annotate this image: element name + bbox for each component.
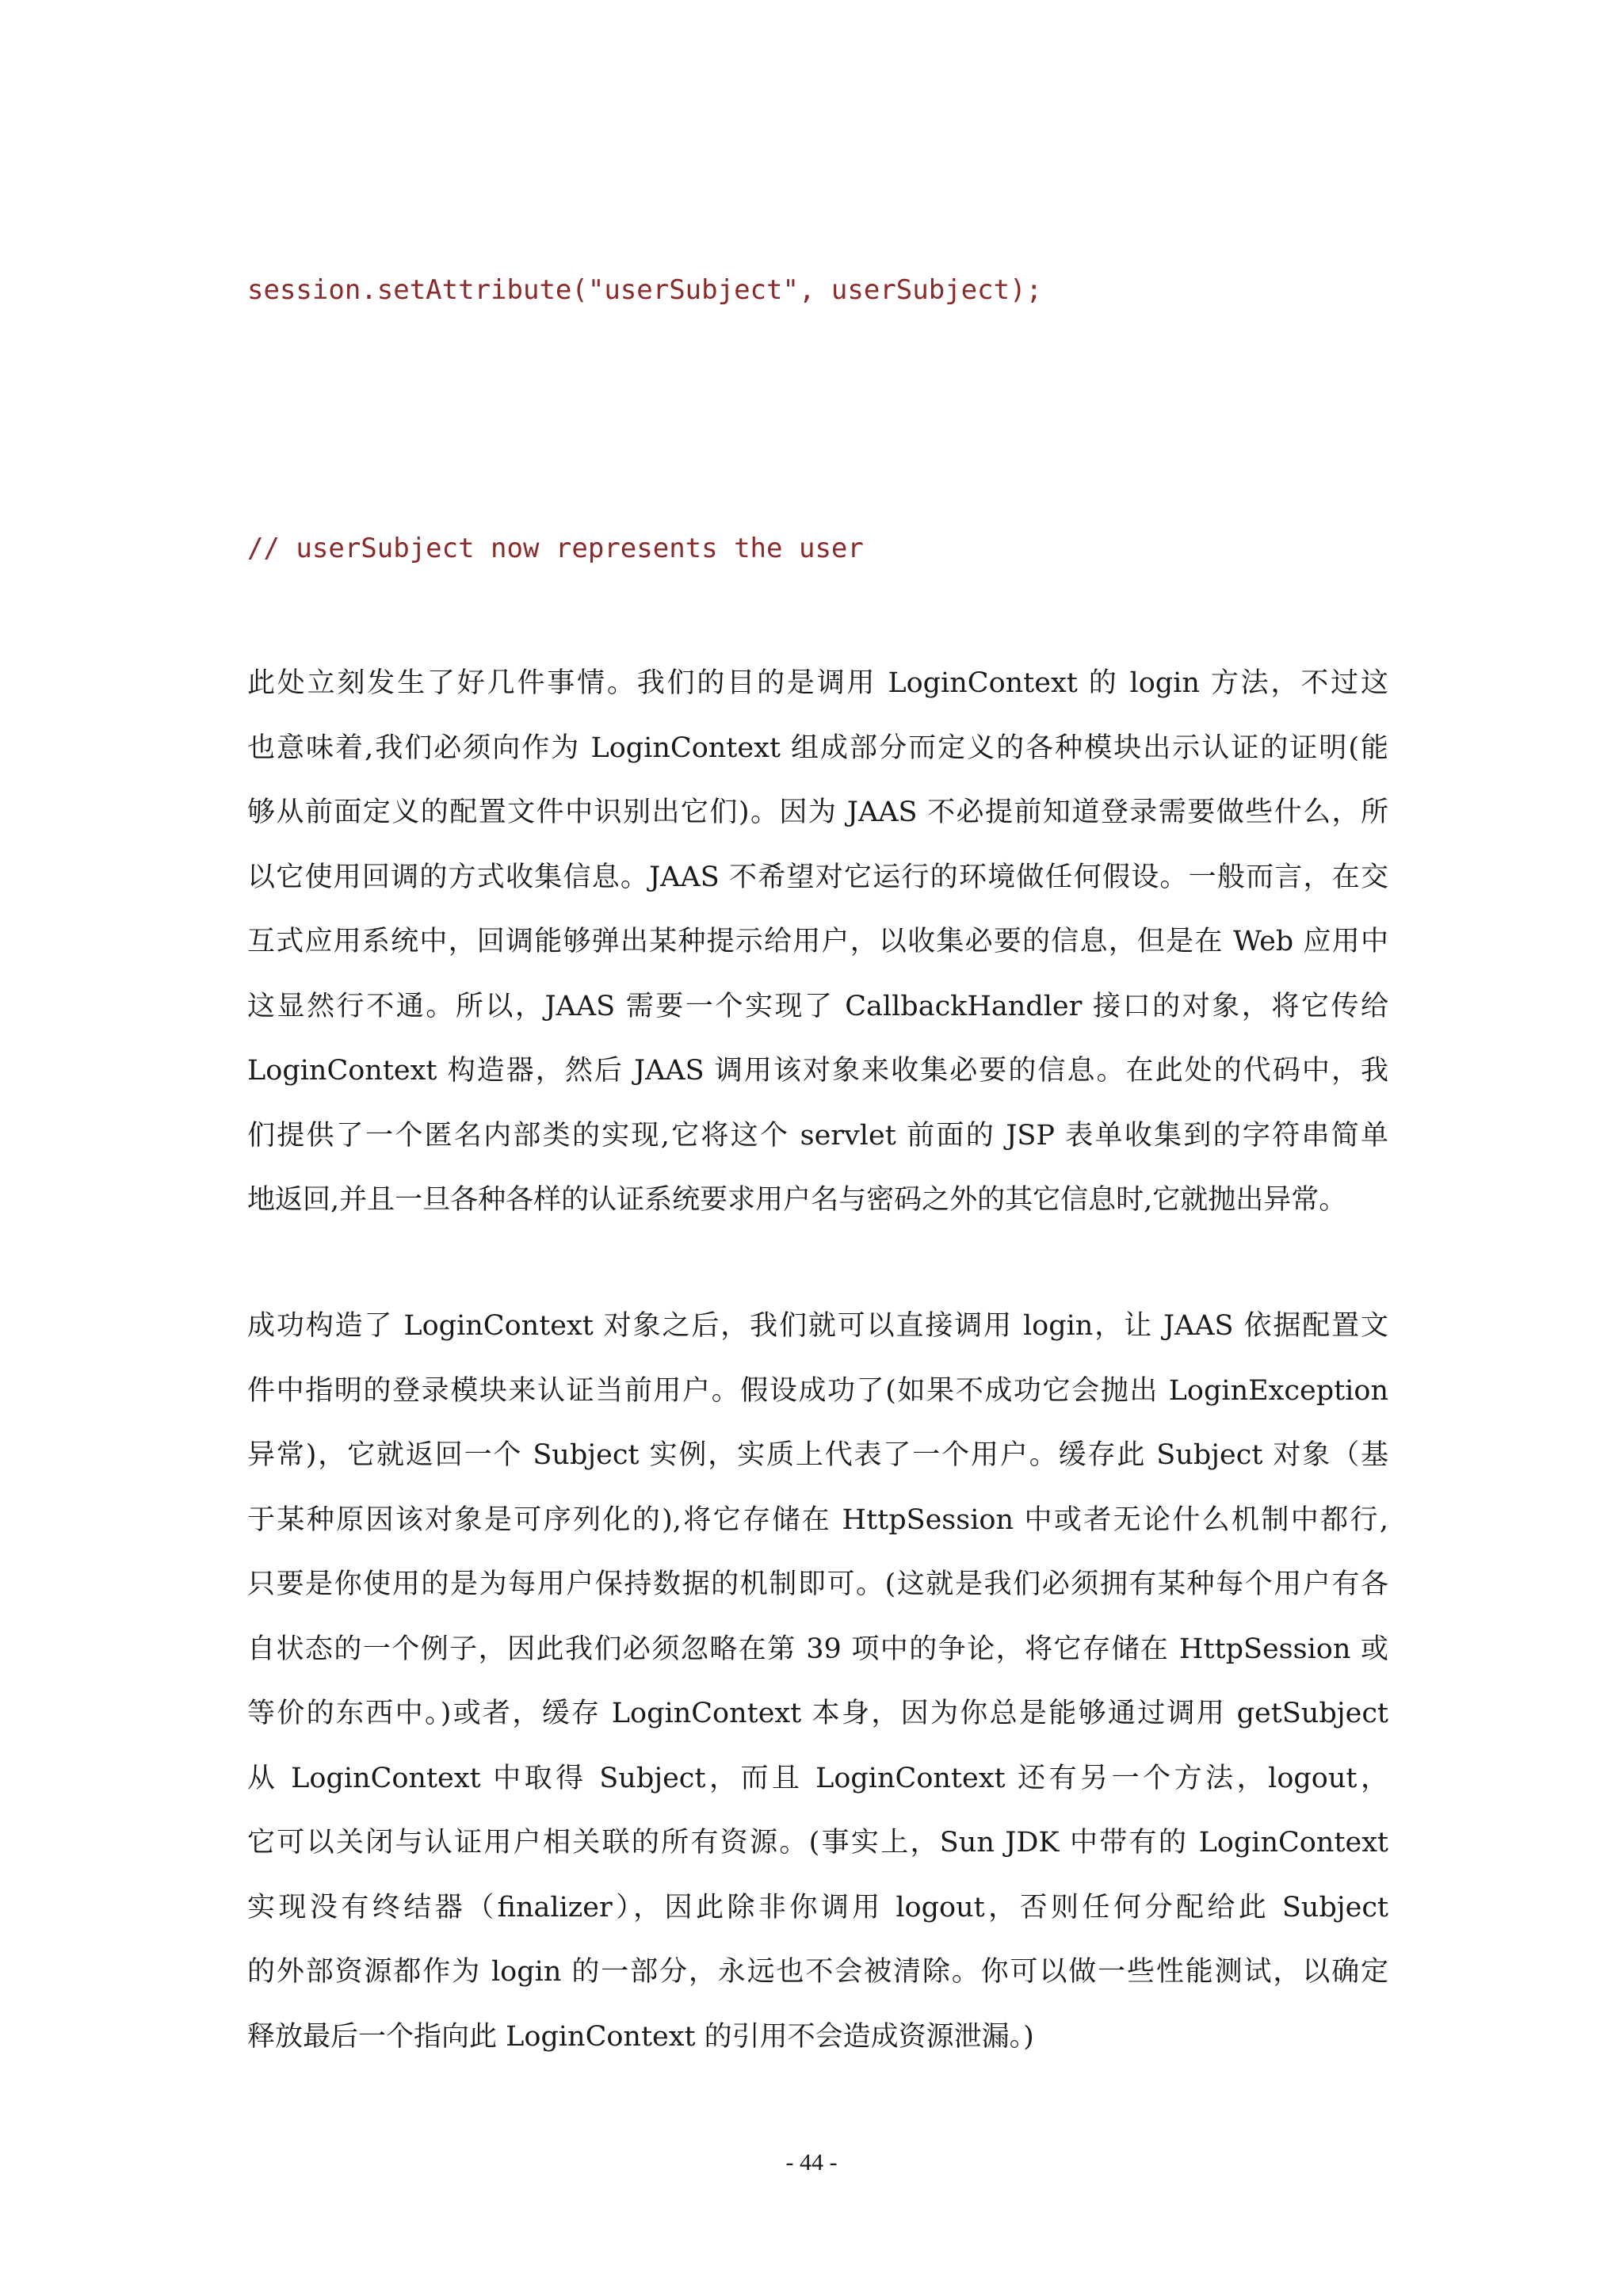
page-number: - 44 - [785,2149,838,2176]
text-line: 以它使用回调的方式收集信息。JAAS 不希望对它运行的环境做任何假设。一般而言，在交 [247,861,1388,893]
text-line: 地返回,并且一旦各种各样的认证系统要求用户名与密码之外的其它信息时,它就抛出异常。 [247,1184,1347,1216]
text-line: 释放最后一个指向此 LoginContext 的引用不会造成资源泄漏。) [247,2020,1034,2053]
text-line: 实现没有终结器（finalizer），因此除非你调用 logout，否则任何分配给此 Subject [247,1891,1388,1924]
text-line: 件中指明的登录模块来认证当前用户。假设成功了(如果不成功它会抛出 LoginException [247,1374,1388,1407]
text-line: 从 LoginContext 中取得 Subject，而且 LoginContext 还有另一个方法，logout， [247,1762,1388,1794]
text-line: 它可以关闭与认证用户相关联的所有资源。(事实上，Sun JDK 中带有的 LoginContext [247,1827,1388,1859]
text-line: 互式应用系统中，回调能够弹出某种提示给用户，以收集必要的信息，但是在 Web 应用中 [247,926,1388,957]
text-line: 够从前面定义的配置文件中识别出它们)。因为 JAAS 不必提前知道登录需要做些什么，所 [247,797,1388,828]
text-line: 此处立刻发生了好几件事情。我们的目的是调用 LoginContext 的 login 方法，不过这 [247,667,1388,699]
text-line: LoginContext 构造器，然后 JAAS 调用该对象来收集必要的信息。在此处的代码中，我 [247,1055,1388,1087]
text-line: 成功构造了 LoginContext 对象之后，我们就可以直接调用 login，让 JAAS 依据配置文 [247,1310,1388,1342]
text-line: 于某种原因该对象是可序列化的),将它存储在 HttpSession 中或者无论什么机制中都行, [247,1503,1388,1536]
text-line: 只要是你使用的是为每用户保持数据的机制即可。(这就是我们必须拥有某种每个用户有各 [247,1568,1388,1600]
text-line: 的外部资源都作为 login 的一部分，永远也不会被清除。你可以做一些性能测试，以确定 [247,1956,1388,1988]
text-line: 等价的东西中。)或者，缓存 LoginContext 本身，因为你总是能够通过调用 getSubject [247,1698,1388,1729]
text-line: 自状态的一个例子，因此我们必须忽略在第 39 项中的争论，将它存储在 HttpSession 或 [247,1633,1388,1665]
code-line-set-attribute: session.setAttribute("userSubject", userSubject); [247,274,1043,306]
text-line: 异常)，它就返回一个 Subject 实例，实质上代表了一个用户。缓存此 Subject 对象（基 [247,1439,1388,1471]
paragraph-callback-explanation [247,651,1388,1233]
text-line: 这显然行不通。所以，JAAS 需要一个实现了 CallbackHandler 接口的对象，将它传给 [247,990,1388,1022]
paragraph-login-subject [247,1294,1388,2069]
text-line: 们提供了一个匿名内部类的实现,它将这个 servlet 前面的 JSP 表单收集到的字符串简单 [247,1119,1388,1152]
text-line: 也意味着,我们必须向作为 LoginContext 组成部分而定义的各种模块出示认证的证明(能 [247,732,1388,764]
code-comment: // userSubject now represents the user [247,533,864,564]
